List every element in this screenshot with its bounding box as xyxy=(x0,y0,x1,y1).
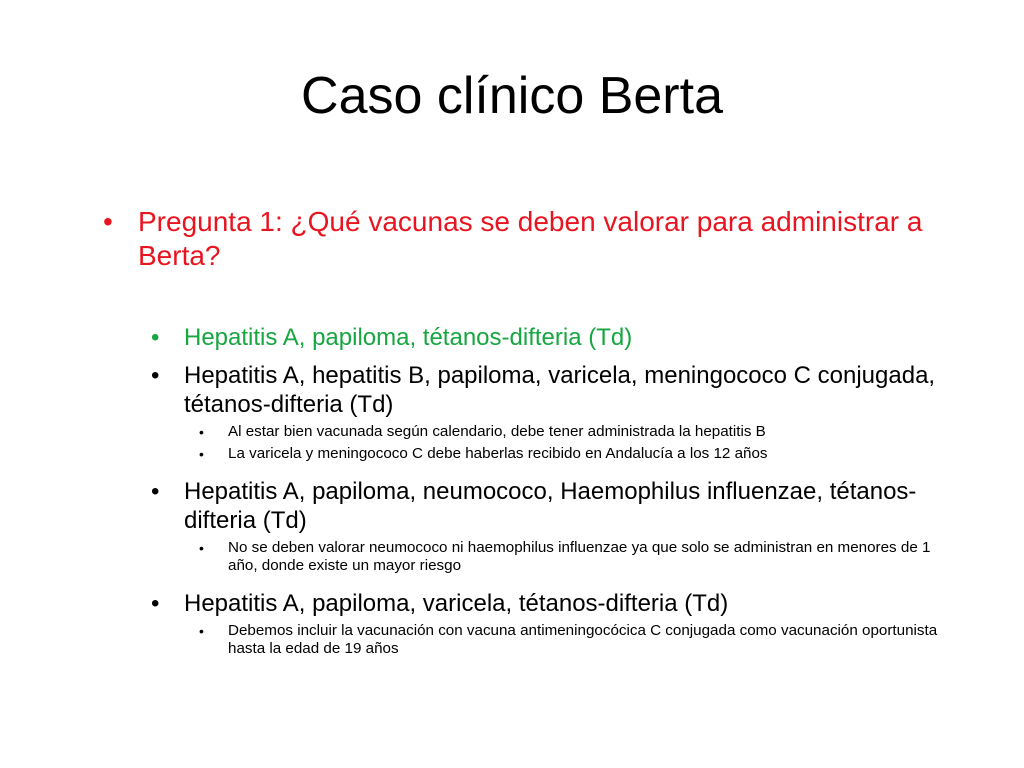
answer-option-1 xyxy=(151,323,963,352)
answer-note xyxy=(199,445,963,463)
answer-note-text: No se deben valorar neumococo ni haemophilus influenzae ya que solo se administran en menores de 1 año, donde existe un mayor riesgo xyxy=(228,539,931,574)
answer-option-text: Hepatitis A, papiloma, neumococo, Haemophilus influenzae, tétanos-difteria (Td) xyxy=(184,478,917,534)
answer-note xyxy=(199,622,963,658)
bullet-icon: • xyxy=(151,362,160,389)
bullet-icon: • xyxy=(199,446,204,462)
answer-note-text: Al estar bien vacunada según calendario, debe tener administrada la hepatitis B xyxy=(228,423,766,440)
answer-option-2 xyxy=(151,361,963,419)
answer-note xyxy=(199,539,963,575)
bullet-icon: • xyxy=(199,424,204,440)
answer-option-text: Hepatitis A, hepatitis B, papiloma, varicela, meningococo C conjugada, tétanos-difteria (Td) xyxy=(184,362,936,418)
answer-note-text: Debemos incluir la vacunación con vacuna antimeningocócica C conjugada como vacunación oportunista hasta la edad de 19 años xyxy=(228,622,938,657)
answer-note xyxy=(199,423,963,441)
answer-option-text: Hepatitis A, papiloma, tétanos-difteria (Td) xyxy=(184,324,633,351)
bullet-icon: • xyxy=(103,206,113,237)
question-bullet xyxy=(103,205,963,273)
answer-option-3 xyxy=(151,477,963,535)
slide-title: Caso clínico Berta xyxy=(301,67,723,125)
bullet-icon: • xyxy=(199,623,204,639)
slide-body xyxy=(103,205,963,658)
question-text: Pregunta 1: ¿Qué vacunas se deben valorar para administrar a Berta? xyxy=(138,206,923,271)
bullet-icon: • xyxy=(151,324,160,351)
bullet-icon: • xyxy=(151,590,160,617)
answer-option-text: Hepatitis A, papiloma, varicela, tétanos-difteria (Td) xyxy=(184,590,729,617)
bullet-icon: • xyxy=(199,540,204,556)
answer-option-4 xyxy=(151,589,963,618)
bullet-icon: • xyxy=(151,478,160,505)
answer-note-text: La varicela y meningococo C debe haberlas recibido en Andalucía a los 12 años xyxy=(228,445,768,462)
